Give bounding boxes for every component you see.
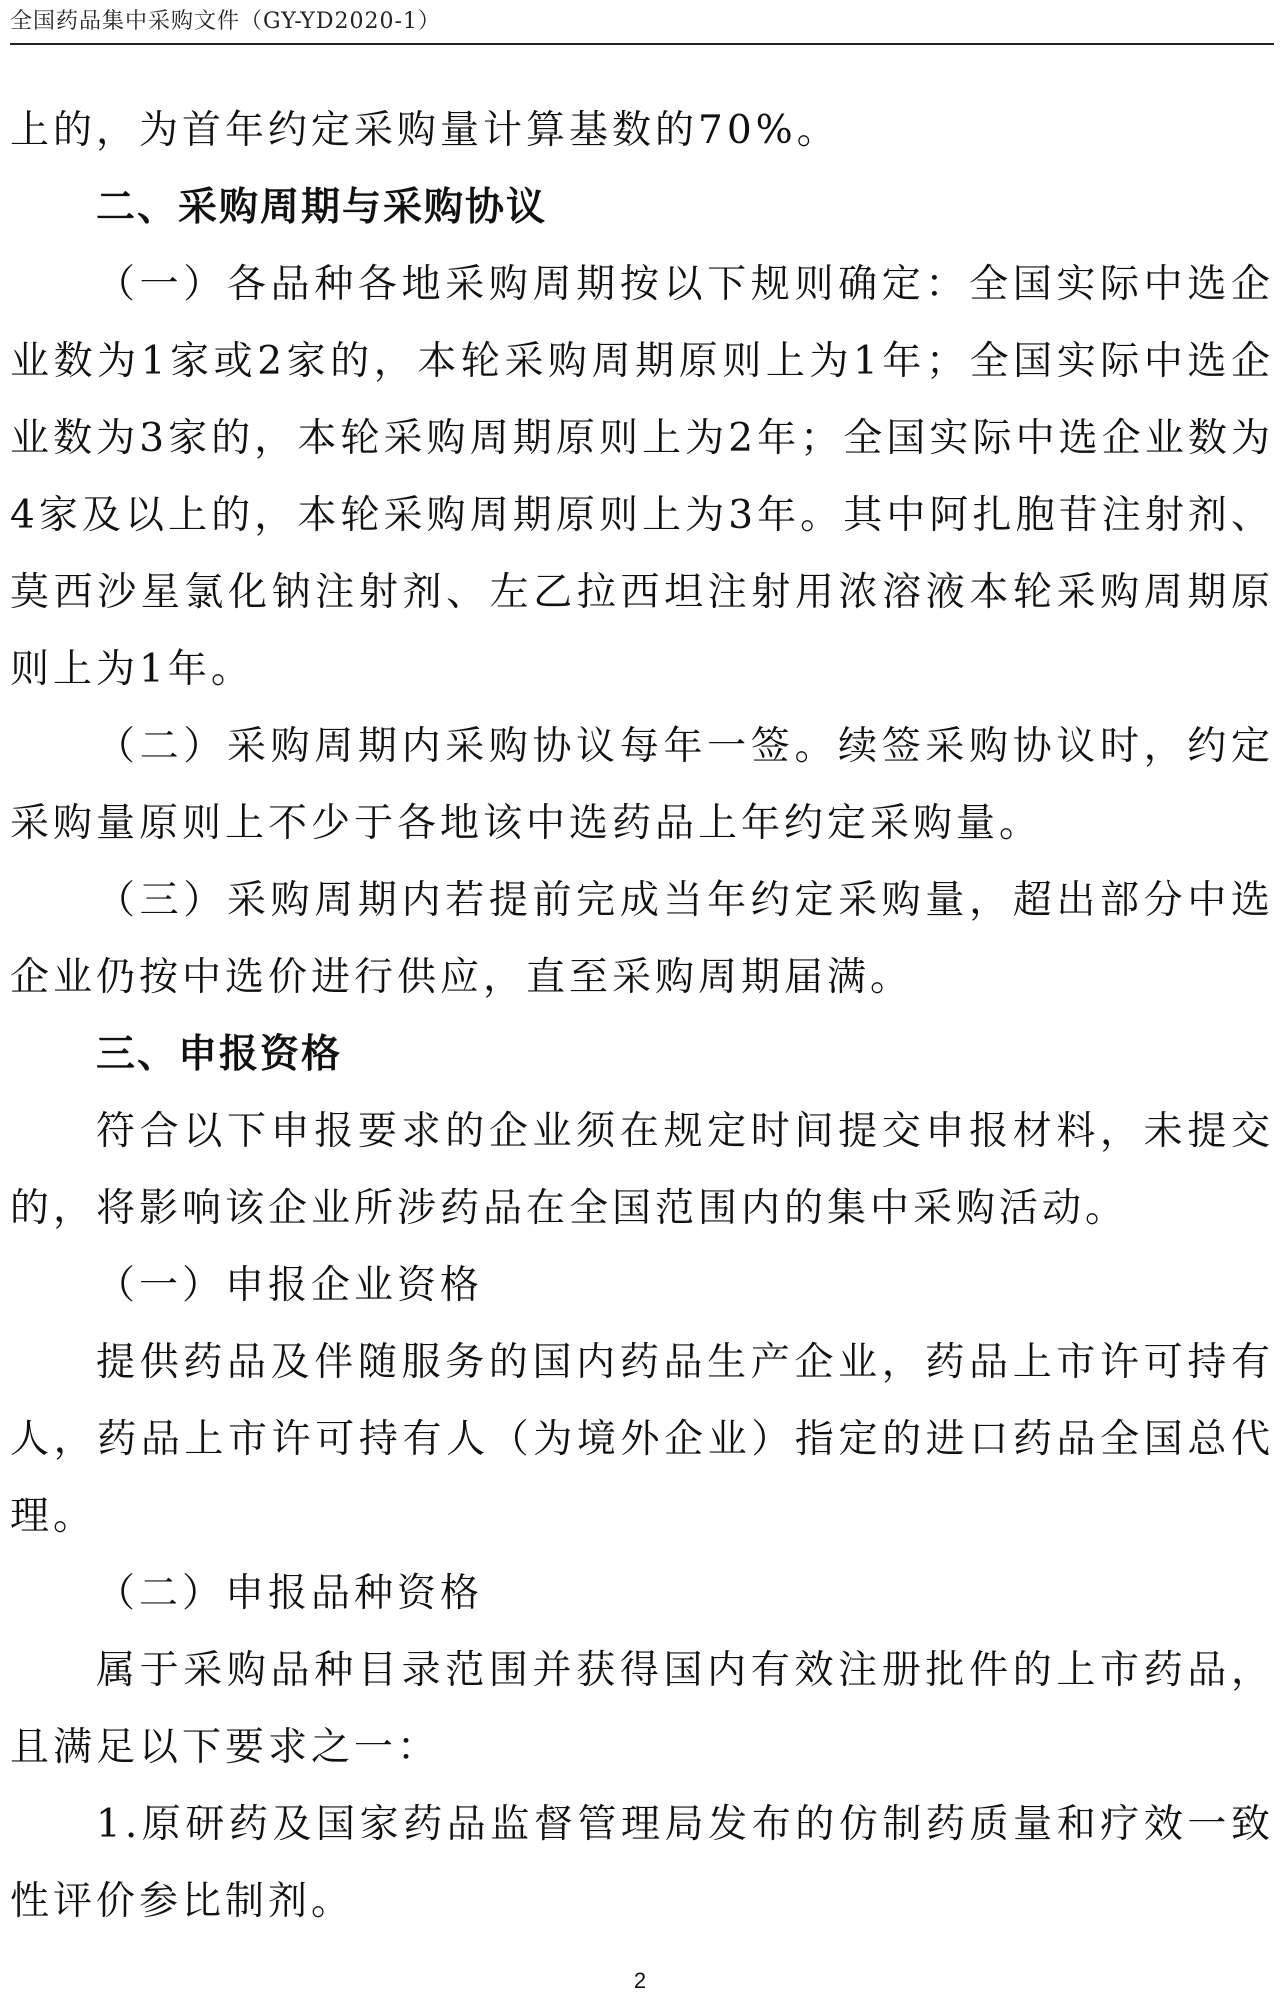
document-body: [10, 92, 1274, 1940]
section-heading-procurement-cycle: 二、采购周期与采购协议: [96, 185, 548, 230]
subheading-enterprise-eligibility: （一）申报企业资格: [96, 1263, 484, 1308]
section-heading-eligibility: 三、申报资格: [96, 1032, 343, 1077]
list-item-reference-drugs: 1.原研药及国家药品监督管理局发布的仿制药质量和疗效一致性评价参比制剂。: [10, 1802, 1274, 1924]
document-header: 全国药品集中采购文件（GY-YD2020-1）: [10, 9, 441, 34]
paragraph-intro: 上的，为首年约定采购量计算基数的70%。: [10, 108, 840, 153]
header-divider: [10, 43, 1274, 45]
paragraph-annual-agreement: （二）采购周期内采购协议每年一签。续签采购协议时，约定采购量原则上不少于各地该中选药品上年约定采购量。: [10, 724, 1274, 846]
paragraph-enterprise-eligibility: 提供药品及伴随服务的国内药品生产企业，药品上市许可持有人，药品上市许可持有人（为境外企业）指定的进口药品全国总代理。: [10, 1340, 1274, 1539]
subheading-product-eligibility: （二）申报品种资格: [96, 1571, 484, 1616]
paragraph-eligibility-intro: 符合以下申报要求的企业须在规定时间提交申报材料，未提交的，将影响该企业所涉药品在全国范围内的集中采购活动。: [10, 1109, 1274, 1231]
paragraph-product-eligibility: 属于采购品种目录范围并获得国内有效注册批件的上市药品，且满足以下要求之一：: [10, 1648, 1274, 1770]
page-number: 2: [633, 1968, 647, 1993]
paragraph-early-completion: （三）采购周期内若提前完成当年约定采购量，超出部分中选企业仍按中选价进行供应，直至采购周期届满。: [10, 878, 1274, 1000]
paragraph-cycle-rules: （一）各品种各地采购周期按以下规则确定：全国实际中选企业数为1家或2家的，本轮采购周期原则上为1年；全国实际中选企业数为3家的，本轮采购周期原则上为2年；全国实际中选企业数为4家及以上的，本轮采购周期原则上为3年。其中阿扎胞苷注射剂、莫西沙星氯化钠注射剂、左乙拉西坦注射用浓溶液本轮采购周期原则上为1年。: [10, 262, 1274, 692]
